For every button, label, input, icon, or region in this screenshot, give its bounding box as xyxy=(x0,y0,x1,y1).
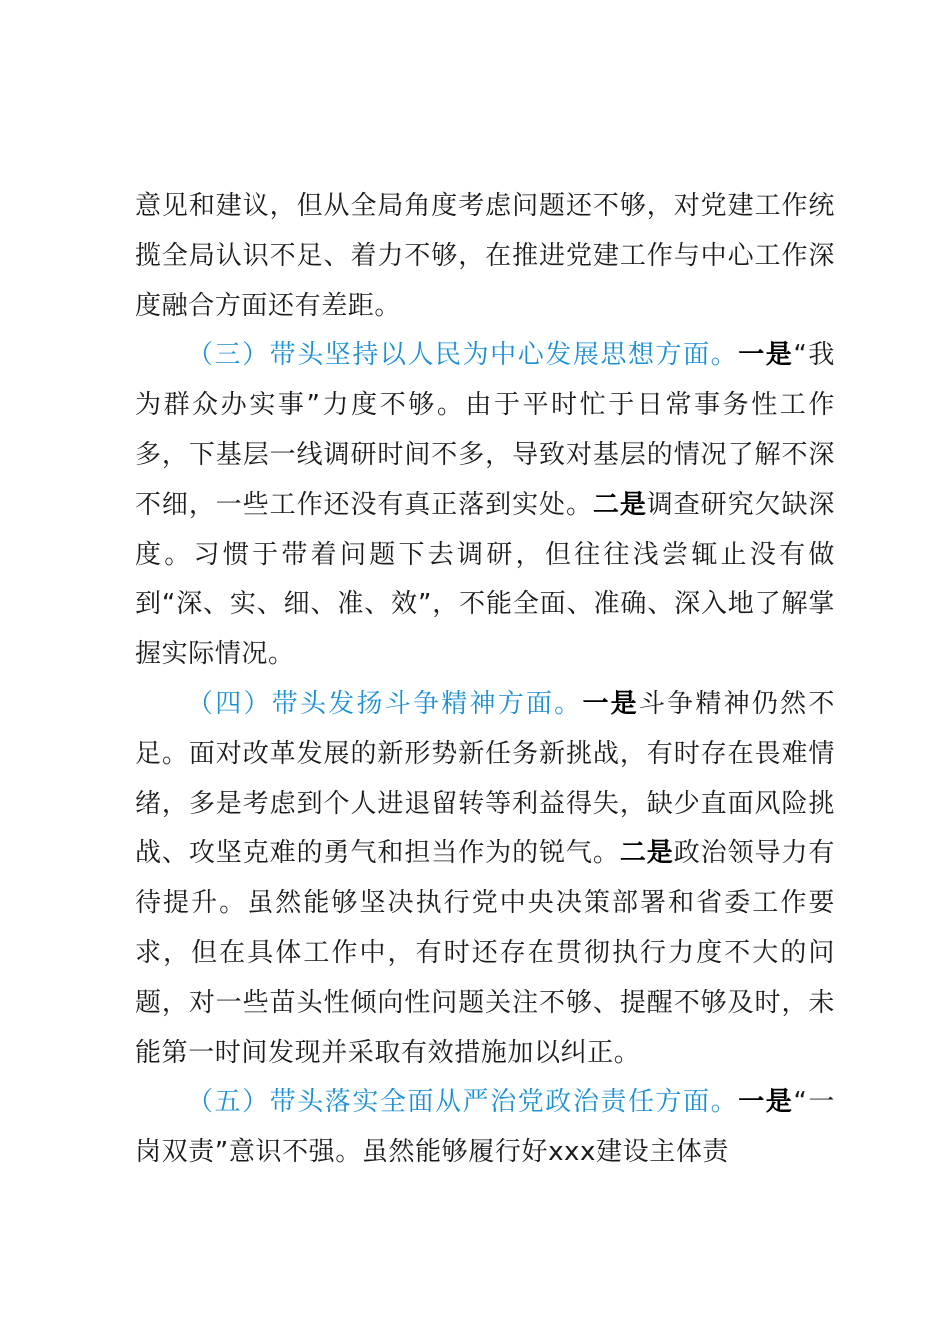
section-heading: （五）带头落实全面从严治党政治责任方面。 xyxy=(187,1087,739,1118)
paragraph-text: 意见和建议，但从全局角度考虑问题还不够，对党建工作统揽全局认识不足、着力不够，在推进党建工作与中心工作深度融合方面还有差距。 xyxy=(135,191,835,321)
paragraph-text: 斗争精神仍然不足。面对改革发展的新形势新任务新挑战，有时存在畏难情绪，多是考虑到个人进退留转等利益得失，缺少直面风险挑战、攻坚克难的勇气和担当作为的锐气。 xyxy=(135,688,836,869)
point-marker: 一是 xyxy=(582,688,639,719)
point-marker: 二是 xyxy=(619,838,674,869)
paragraph-section-3 xyxy=(135,331,835,680)
section-heading: （三）带头坚持以人民为中心发展思想方面。 xyxy=(187,340,739,371)
point-marker: 一是 xyxy=(738,1087,794,1118)
paragraph-text: “我为群众办实事”力度不够。由于平时忙于日常事务性工作多，下基层一线调研时间不多，导致对基层的情况了解不深不细，一些工作还没有真正落到实处。 xyxy=(135,340,835,520)
point-marker: 一是 xyxy=(738,340,794,371)
paragraph-text: “一岗双责”意识不强。虽然能够履行好xxx建设主体责 xyxy=(135,1087,835,1168)
paragraph-section-5 xyxy=(135,1078,835,1178)
section-heading: （四）带头发扬斗争精神方面。 xyxy=(187,688,583,719)
paragraph-text: 政治领导力有待提升。虽然能够坚决执行党中央决策部署和省委工作要求，但在具体工作中，有时还存在贯彻执行力度不大的问题，对一些苗头性倾向性问题关注不够、提醒不够及时，未能第一时间发现并采取有效措施加以纠正。 xyxy=(135,838,835,1068)
point-marker: 二是 xyxy=(592,489,647,520)
paragraph-section-4 xyxy=(135,680,835,1078)
document-body xyxy=(135,182,835,1178)
paragraph-continuation xyxy=(135,182,835,331)
paragraph-text: 调查研究欠缺深度。习惯于带着问题下去调研，但往往浅尝辄止没有做到“深、实、细、准、效”，不能全面、准确、深入地了解掌握实际情况。 xyxy=(135,489,835,670)
